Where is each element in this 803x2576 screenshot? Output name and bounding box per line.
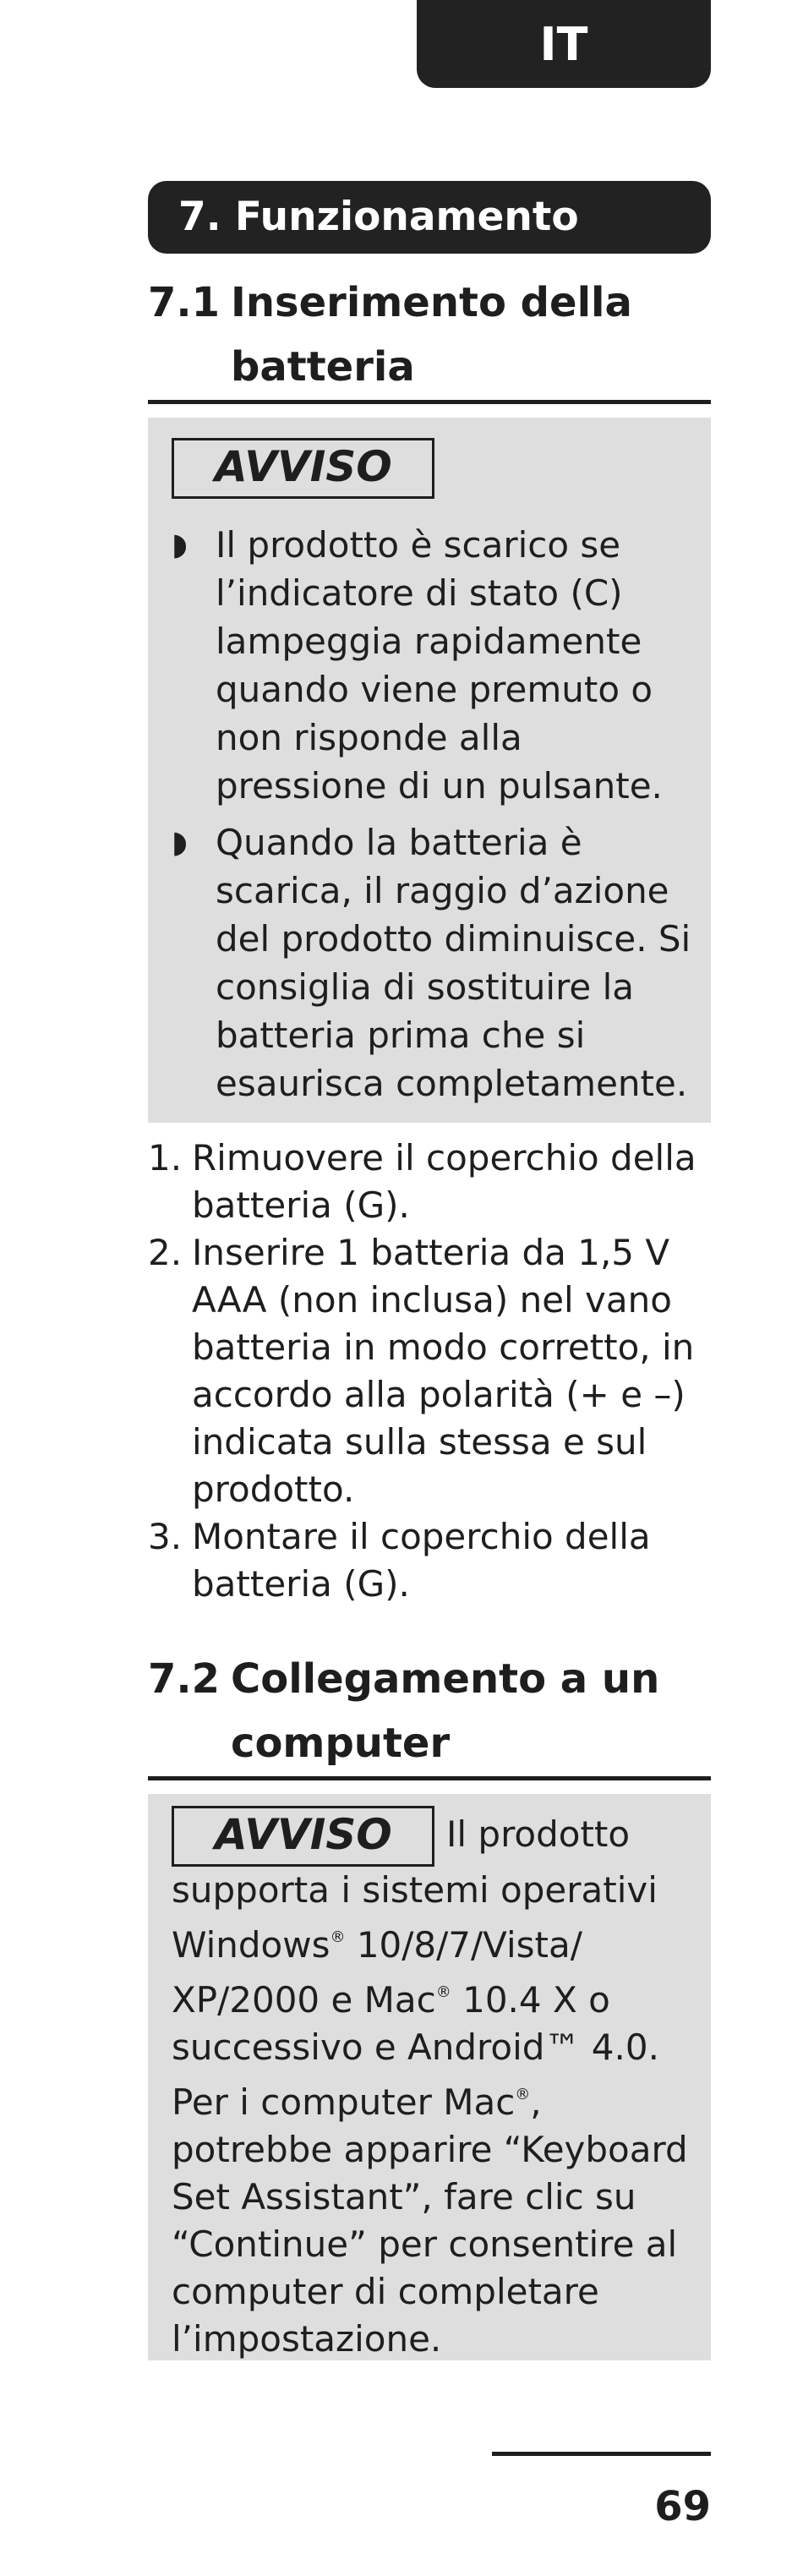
page-number: 69 — [654, 2483, 711, 2530]
subsection-title: Collegamento a un computer — [231, 1655, 660, 1767]
footer-divider — [492, 2452, 711, 2456]
notice-box — [148, 1794, 711, 2360]
registered-mark: ® — [330, 1928, 346, 1946]
steps-list — [148, 1135, 723, 1608]
step-text: Rimuovere il coperchio della batteria (G). — [192, 1137, 696, 1226]
subsection-number: 7.2 — [148, 1655, 221, 1703]
bullet-icon: ◗ — [172, 528, 188, 562]
bullet-icon: ◗ — [172, 825, 188, 860]
notice-text: 10.4 X o successivo e Android™ 4.0. Per i computer Mac — [172, 1979, 659, 2123]
bullet-text: Il prodotto è scarico se l’indicatore di stato (C) lampeggia rapidamente quando viene premuto o non risponde alla pressione di un pulsante. — [216, 524, 663, 807]
registered-mark: ® — [515, 2086, 531, 2103]
list-item — [148, 1229, 723, 1513]
notice-bullet — [172, 818, 696, 1108]
notice-label: AVVISO — [172, 438, 434, 499]
notice-text: Il prodotto supporta i sistemi operativi Windows — [172, 1813, 658, 1966]
subsection-title: Inserimento della batteria — [231, 279, 632, 391]
notice-box — [148, 418, 711, 1123]
step-number: 2. — [148, 1232, 183, 1273]
bullet-text: Quando la batteria è scarica, il raggio d’azione del prodotto diminuisce. Si consiglia di sostituire la batteria prima che si esaurisca completamente. — [216, 822, 691, 1104]
step-text: Inserire 1 batteria da 1,5 V AAA (non inclusa) nel vano batteria in modo corretto, in accordo alla polarità (+ e –) indicata sulla stessa e sul prodotto. — [192, 1232, 695, 1510]
subsection-heading-computer — [148, 1647, 711, 1780]
list-item — [148, 1135, 723, 1229]
list-item — [148, 1513, 723, 1608]
step-text: Montare il coperchio della batteria (G). — [192, 1516, 651, 1605]
subsection-number: 7.1 — [148, 279, 221, 326]
notice-label: AVVISO — [172, 1806, 434, 1867]
step-number: 3. — [148, 1516, 183, 1557]
notice-bullet — [172, 521, 696, 810]
notice-paragraph — [172, 1811, 704, 2363]
registered-mark: ® — [435, 1983, 451, 2001]
notice-text: 10/8/7/Vista/ XP/2000 e Mac — [172, 1924, 582, 2021]
notice-text: , potrebbe apparire “Keyboard Set Assistant”, fare clic su “Continue” per consentire al computer di completare l’impostazione. — [172, 2081, 688, 2360]
language-label: IT — [539, 17, 588, 71]
section-title: 7. Funzionamento — [148, 181, 711, 254]
subsection-heading-battery — [148, 271, 711, 404]
step-number: 1. — [148, 1137, 183, 1179]
language-tab — [417, 0, 711, 88]
